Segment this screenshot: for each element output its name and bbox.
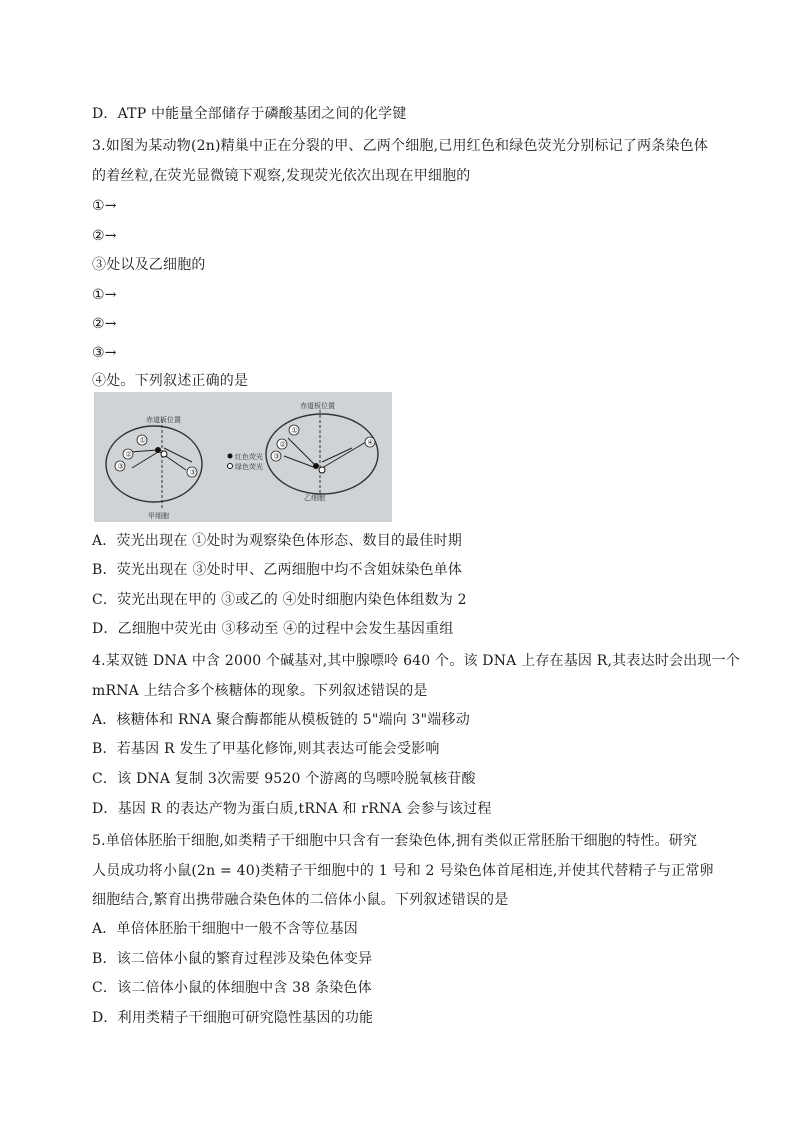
q5-stem-line2: 人员成功将小鼠(2n = 40)类精子干细胞中的 1 号和 2 号染色体首尾相连,并使其代替精子与正常卵 [92, 863, 714, 879]
label-equator-jia: 赤道板位置 [146, 416, 181, 424]
q5-stem-line1: 5.单倍体胚胎干细胞,如类精子干细胞中只含有一套染色体,拥有类似正常胚胎干细胞的特性。研究 [92, 833, 698, 849]
marker-jia-2-text: ② [125, 450, 132, 459]
q5-option-d: D．利用类精子干细胞可研究隐性基因的功能 [92, 1010, 374, 1026]
marker-yi-3-text: ③ [273, 452, 280, 461]
label-equator-yi: 赤道板位置 [300, 402, 335, 410]
red-dot-yi [313, 463, 319, 469]
q3-stem-line2: 的着丝粒,在荧光显微镜下观察,发现荧光依次出现在甲细胞的 [92, 168, 471, 184]
marker-yi-4-text: ④ [367, 438, 374, 447]
arrow-jia-4 [164, 448, 192, 462]
q3-seq-7: ④处。下列叙述正确的是 [92, 373, 249, 389]
label-cell-jia: 甲细胞 [148, 512, 169, 520]
arrow-yi-2 [284, 456, 316, 468]
cell-yi-outline [266, 414, 378, 494]
q3-option-c: C．荧光出现在甲的 ③或乙的 ④处时细胞内染色体组数为 2 [92, 592, 467, 608]
marker-jia-1-text: ① [139, 436, 146, 445]
legend-red-label: 红色荧光 [235, 453, 263, 461]
legend-green-dot [228, 464, 233, 469]
red-dot-jia [155, 447, 161, 453]
q3-option-a: A．荧光出现在 ①处时为观察染色体形态、数目的最佳时期 [92, 533, 462, 549]
arrow-yi-1 [288, 438, 316, 466]
marker-yi-2-text: ② [279, 440, 286, 449]
marker-jia-3b-text: ③ [189, 468, 196, 477]
marker-yi-1-text: ① [291, 426, 298, 435]
q4-option-b: B．若基因 R 发生了甲基化修饰,则其表达可能会受影响 [92, 741, 440, 757]
q3-seq-1: ①→ [92, 198, 117, 214]
q3-stem-line1: 3.如图为某动物(2n)精巢中正在分裂的甲、乙两个细胞,已用红色和绿色荧光分别标记了两条染色体 [92, 138, 709, 154]
arrow-jia-2 [132, 452, 158, 468]
q5-stem-line3: 细胞结合,繁育出携带融合染色体的二倍体小鼠。下列叙述错误的是 [92, 892, 509, 908]
q3-seq-2: ②→ [92, 228, 117, 244]
q3-seq-4: ①→ [92, 287, 117, 303]
q3-option-b: B．荧光出现在 ③处时甲、乙两细胞中均不含姐妹染色单体 [92, 562, 463, 578]
figure-svg [94, 392, 392, 522]
q3-option-d: D．乙细胞中荧光由 ③移动至 ④的过程中会发生基因重组 [92, 621, 454, 637]
q4-option-d: D．基因 R 的表达产物为蛋白质,tRNA 和 rRNA 会参与该过程 [92, 801, 492, 817]
marker-jia-3-text: ③ [117, 462, 124, 471]
legend-red-dot [228, 454, 233, 459]
q4-stem-line2: mRNA 上结合多个核糖体的现象。下列叙述错误的是 [92, 683, 428, 699]
arrow-yi-4 [322, 448, 352, 462]
arrow-jia-1 [130, 450, 158, 452]
q5-option-b: B．该二倍体小鼠的繁育过程涉及染色体变异 [92, 951, 373, 967]
q2-option-d: D．ATP 中能量全部储存于磷酸基团之间的化学键 [92, 106, 407, 122]
q5-option-a: A．单倍体胚胎干细胞中一般不含等位基因 [92, 921, 358, 937]
q4-stem-line1: 4.某双链 DNA 中含 2000 个碱基对,其中腺嘌呤 640 个。该 DNA 上存在基因 R,其表达时会出现一个 [92, 653, 740, 669]
cell-division-figure [94, 392, 392, 522]
q4-option-c: C．该 DNA 复制 3次需要 9520 个游离的鸟嘌呤脱氧核苷酸 [92, 771, 476, 787]
label-cell-yi: 乙细胞 [304, 494, 325, 502]
q3-seq-5: ②→ [92, 316, 117, 332]
green-dot-jia [161, 451, 167, 457]
legend-green-label: 绿色荧光 [235, 463, 263, 471]
q4-option-a: A．核糖体和 RNA 聚合酶都能从模板链的 5"端向 3"端移动 [92, 712, 470, 728]
green-dot-yi [319, 467, 325, 473]
q3-seq-3: ③处以及乙细胞的 [92, 257, 206, 273]
q3-seq-6: ③→ [92, 345, 117, 361]
arrow-yi-3 [322, 442, 366, 468]
q5-option-c: C．该二倍体小鼠的体细胞中含 38 条染色体 [92, 980, 372, 996]
